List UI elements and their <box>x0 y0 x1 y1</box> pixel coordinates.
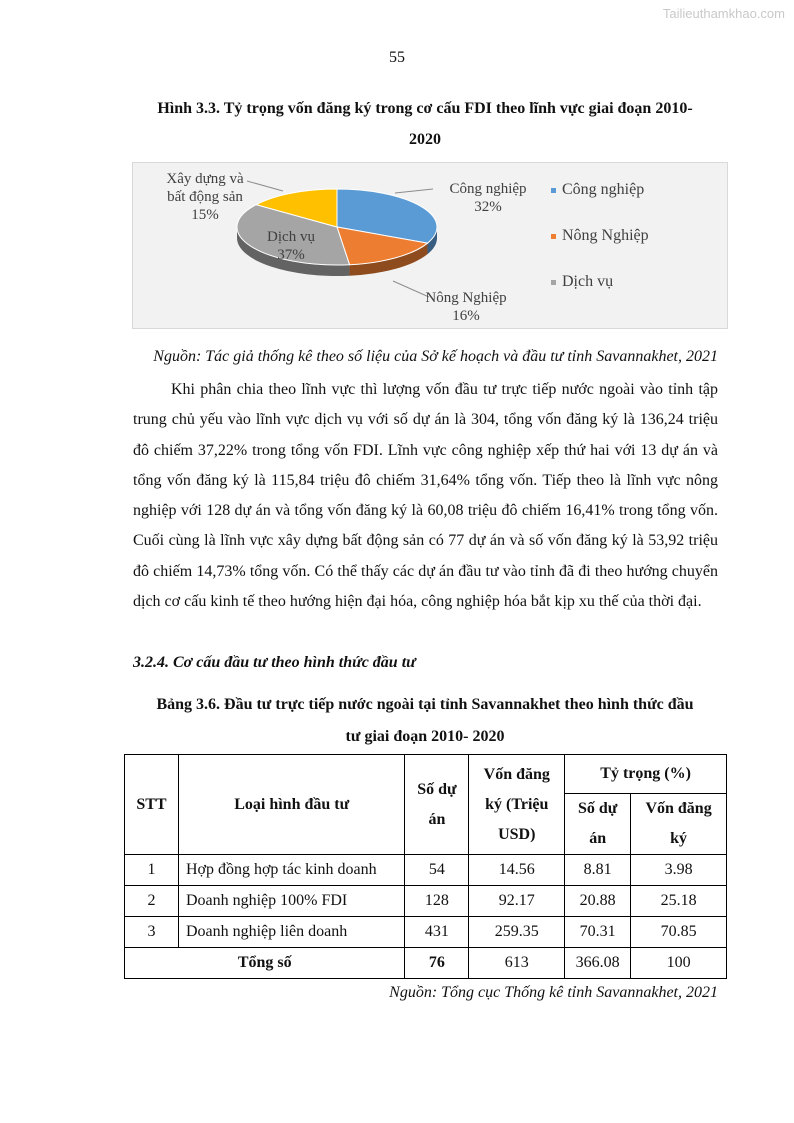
row-type: Hợp đồng hợp tác kinh doanh <box>178 855 405 886</box>
table-row <box>125 886 727 917</box>
header-projects-line-1: Số dự <box>417 780 457 798</box>
data-label-line: Xây dựng và <box>166 171 244 187</box>
figure-title-line-1: Hình 3.3. Tỷ trọng vốn đăng ký trong cơ cấu FDI theo lĩnh vực giai đoạn 2010- <box>157 100 693 117</box>
header-share-capital-line-1: Vốn đăng <box>645 800 712 817</box>
row-stt: 1 <box>125 855 179 886</box>
header-type: Loại hình đầu tư <box>178 755 405 855</box>
header-share-projects <box>565 794 631 855</box>
data-label-line: Nông Nghiệp <box>425 290 507 306</box>
data-label-leader <box>395 189 433 193</box>
data-label-line: 15% <box>191 207 219 223</box>
header-projects-line-2: án <box>428 810 446 828</box>
total-label: Tổng số <box>125 948 405 979</box>
data-label-line: bất động sản <box>167 189 243 205</box>
legend-label: Dịch vụ <box>562 273 614 290</box>
total-share-projects: 366.08 <box>565 948 631 979</box>
row-share-projects: 20.88 <box>565 886 631 917</box>
data-label-line: Dịch vụ <box>267 229 315 245</box>
header-capital-line-2: ký (Triệu <box>485 795 549 813</box>
row-share-projects: 70.31 <box>565 917 631 948</box>
data-label <box>425 290 506 324</box>
figure-source: Nguồn: Tác giả thống kê theo số liệu của Sở kế hoạch và đầu tư tỉnh Savannakhet, 2021 <box>153 348 718 365</box>
pie-chart-svg <box>133 163 727 328</box>
total-share-capital: 100 <box>631 948 727 979</box>
row-share-capital: 3.98 <box>631 855 727 886</box>
body-paragraph: Khi phân chia theo lĩnh vực thì lượng vốn đầu tư trực tiếp nước ngoài vào tỉnh tập trung chủ yếu vào lĩnh vực dịch vụ với số dự án là 304, tổng vốn đăng ký là 136,24 triệu đô chiếm 37,22% trong tổng vốn FDI. Lĩnh vực công nghiệp xếp thứ hai với 13 dự án và tổng vốn đăng ký là 115,84 triệu đô chiếm 31,64% tổng vốn. Tiếp theo là lĩnh vực nông nghiệp với 128 dự án và tổng vốn đăng ký là 60,08 triệu đô chiếm 16,41% trong tổng vốn. Cuối cùng là lĩnh vực xây dựng bất động sản có 77 dự án và số vốn đăng ký là 53,92 triệu đô chiếm 14,73% tổng vốn. Có thể thấy các dự án đầu tư vào tỉnh đã đi theo hướng chuyển dịch cơ cấu kinh tế theo hướng hiện đại hóa, công nghiệp hóa bắt kịp xu thế của thời đại. <box>133 381 718 611</box>
total-projects: 76 <box>405 948 469 979</box>
row-capital: 92.17 <box>469 886 565 917</box>
row-type: Doanh nghiệp 100% FDI <box>178 886 405 917</box>
table-title-line-2: tư giai đoạn 2010- 2020 <box>345 728 505 745</box>
header-capital-line-1: Vốn đăng <box>483 765 550 783</box>
data-label-line: 16% <box>452 308 480 324</box>
figure-title-line-2: 2020 <box>409 131 441 148</box>
row-share-projects: 8.81 <box>565 855 631 886</box>
page-number: 55 <box>389 49 405 66</box>
table-title <box>125 689 725 753</box>
row-stt: 3 <box>125 917 179 948</box>
pie-chart <box>132 162 728 329</box>
section-heading: 3.2.4. Cơ cấu đầu tư theo hình thức đầu tư <box>133 654 416 671</box>
legend-swatch <box>551 280 556 285</box>
legend-label: Nông Nghiệp <box>562 227 649 244</box>
data-label-leader <box>247 181 283 191</box>
investment-table <box>124 754 727 979</box>
data-label-leader <box>393 281 429 297</box>
legend-swatch <box>551 234 556 239</box>
table-source: Nguồn: Tổng cục Thống kê tỉnh Savannakhet, 2021 <box>389 984 718 1001</box>
header-capital-line-3: USD) <box>498 825 536 843</box>
header-share: Tỷ trọng (%) <box>565 755 727 794</box>
table-row <box>125 917 727 948</box>
row-type: Doanh nghiệp liên doanh <box>178 917 405 948</box>
table-title-line-1: Bảng 3.6. Đầu tư trực tiếp nước ngoài tại tỉnh Savannakhet theo hình thức đầu <box>156 696 694 713</box>
figure-title <box>125 93 725 155</box>
table-header-row <box>125 755 727 794</box>
header-share-projects-line-2: án <box>589 830 607 847</box>
table-total-row <box>125 948 727 979</box>
table-row <box>125 855 727 886</box>
row-projects: 431 <box>405 917 469 948</box>
data-label-line: 32% <box>474 199 502 215</box>
row-share-capital: 25.18 <box>631 886 727 917</box>
row-projects: 128 <box>405 886 469 917</box>
row-projects: 54 <box>405 855 469 886</box>
total-capital: 613 <box>469 948 565 979</box>
header-share-capital-line-2: ký <box>670 830 688 847</box>
legend-label: Công nghiệp <box>562 181 645 198</box>
row-stt: 2 <box>125 886 179 917</box>
data-label-line: Công nghiệp <box>449 181 527 197</box>
legend-swatch <box>551 188 556 193</box>
header-stt: STT <box>125 755 179 855</box>
header-share-capital <box>631 794 727 855</box>
row-capital: 14.56 <box>469 855 565 886</box>
header-share-projects-line-1: Số dự <box>577 800 618 817</box>
row-capital: 259.35 <box>469 917 565 948</box>
data-label <box>166 171 244 223</box>
watermark-text: Tailieuthamkhao.com <box>662 6 785 21</box>
header-capital <box>469 755 565 855</box>
row-share-capital: 70.85 <box>631 917 727 948</box>
data-label <box>449 181 526 215</box>
header-projects <box>405 755 469 855</box>
data-label-line: 37% <box>277 247 305 263</box>
